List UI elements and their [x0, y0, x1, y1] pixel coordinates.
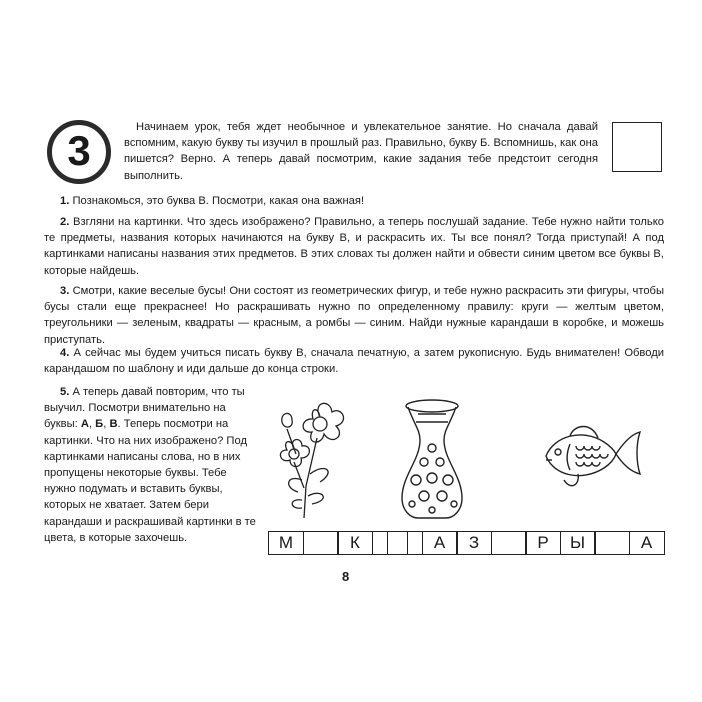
- letter-cell[interactable]: А: [629, 531, 665, 555]
- lesson-number: 3: [67, 127, 91, 174]
- word-boxes-vase: [387, 531, 525, 555]
- task-number: 5.: [60, 386, 70, 398]
- task-5: 5. А теперь давай повторим, что ты выучил. Посмотри внимательно на буквы: А, Б, В. Теперь посмотри на картинки. Что на них изображено? Под картинками написаны слова, но в них пропущены некоторые буквы. Тебе нужно подумать и вставить буквы, которых не хватает. Затем бери карандаши и раскрашивай картинки в те цвета, в которые захочешь.: [44, 386, 256, 544]
- lesson-number-badge: [47, 120, 111, 184]
- letter-cell[interactable]: Ы: [560, 531, 596, 555]
- letter-cell[interactable]: А: [422, 531, 458, 555]
- letter-cell[interactable]: [387, 531, 423, 555]
- task-2: [44, 214, 664, 279]
- word-boxes-flower: [268, 531, 406, 555]
- task-number: 3.: [60, 285, 70, 297]
- page-number: 8: [342, 569, 350, 584]
- letter-a: А: [80, 418, 89, 431]
- letter-cell[interactable]: Р: [525, 531, 561, 555]
- task-text: Взгляни на картинки. Что здесь изображено? Правильно, а теперь послушай задание. Тебе нужно найти только те предметы, названия которых начинаются на букву В, и раскрасить их. Ты все понял? Тогда приступай! А под картинками написаны названия этих предметов. В этих словах ты должен найти и обвести синим цветом все буквы В, которые найдешь.: [44, 216, 665, 277]
- flower-icon: [272, 396, 354, 520]
- letter-cell[interactable]: [491, 531, 527, 555]
- task-1: [44, 193, 664, 209]
- word-boxes-fish: [525, 531, 663, 555]
- task-number: 4.: [60, 347, 70, 359]
- letter-b: Б: [95, 418, 104, 431]
- letter-cell[interactable]: [594, 531, 630, 555]
- task-text: А сейчас мы будем учиться писать букву В, сначала печатную, а затем рукописную. Будь внимателен! Обводи карандашом по шаблону и иди дальше до конца строки.: [44, 347, 665, 376]
- letter-cell[interactable]: [303, 531, 339, 555]
- letter-cell[interactable]: К: [337, 531, 373, 555]
- task-3: [44, 283, 664, 348]
- vase-icon: [396, 398, 468, 522]
- task-number: 1.: [60, 195, 70, 207]
- letter-v: В: [109, 418, 118, 431]
- task-text: Теперь посмотри на картинки. Что на них изображено? Под картинками написаны слова, но в них пропущены некоторые буквы. Тебе нужно подумать и вставить буквы, которых не хватает. Затем бери карандаши и раскрашивай картинки в те цвета, в которые захочешь.: [44, 418, 256, 544]
- task-4: [44, 345, 664, 377]
- fish-icon: [540, 422, 646, 494]
- task-text: Смотри, какие веселые бусы! Они состоят из геометрических фигур, и тебе нужно раскрасить эти фигуры, чтобы бусы стали еще прекраснее! Но раскрашивать нужно по определенному правилу: круги — желтым цветом, треугольники — зеленым, квадраты — красным, а ромбы — синим. Найди нужные карандаши в коробке, и можешь приступать.: [44, 285, 664, 346]
- letter-cell[interactable]: З: [456, 531, 492, 555]
- letter-cell[interactable]: М: [268, 531, 304, 555]
- task-text: Познакомься, это буква В. Посмотри, какая она важная!: [72, 195, 365, 207]
- task-number: 2.: [60, 216, 70, 228]
- answer-square: [612, 122, 662, 172]
- intro-paragraph: Начинаем урок, тебя ждет необычное и увлекательное занятие. Но сначала давай вспомним, какую букву ты изучил в прошлый раз. Правильно, букву Б. Вспомнишь, как она пишется? Верно. А теперь давай посмотрим, какие задания тебе предстоит сегодня выполнить.: [124, 121, 598, 182]
- task-text: А теперь давай повторим, что ты выучил. Посмотри внимательно на буквы:: [44, 386, 245, 431]
